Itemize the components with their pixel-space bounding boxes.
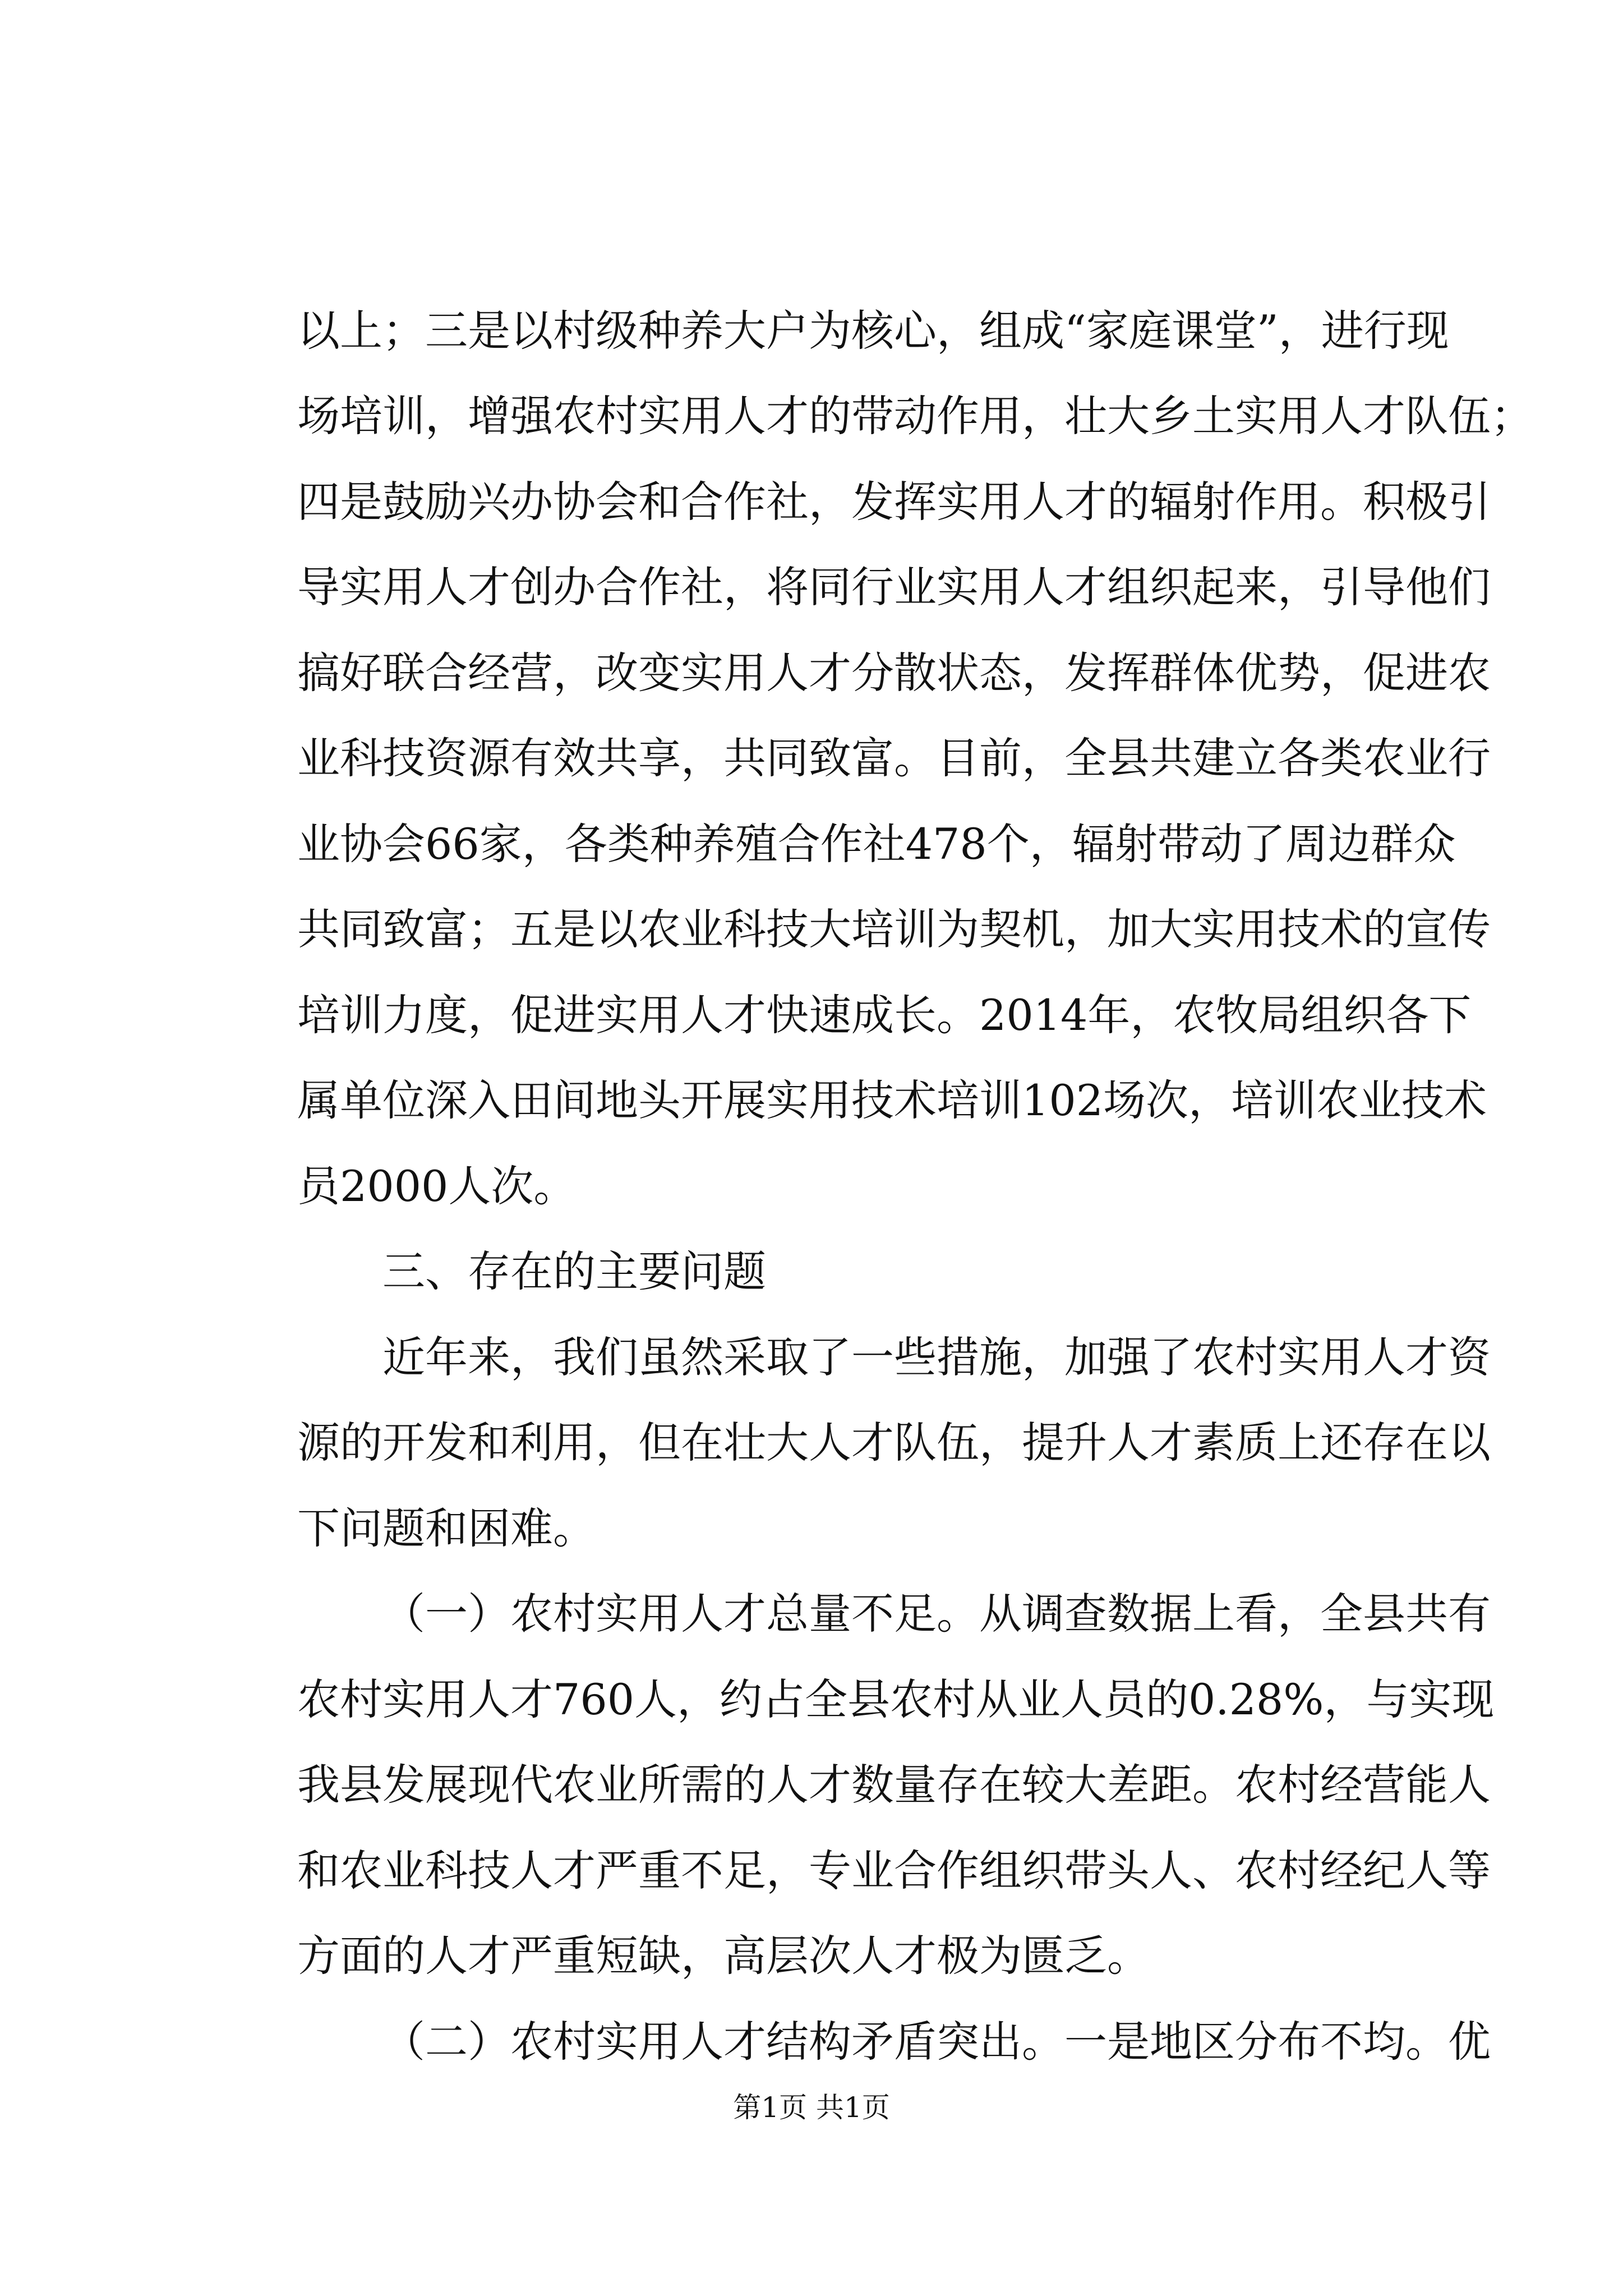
text-line: 导实用人才创办合作社，将同行业实用人才组织起来，引导他们 [297, 562, 1491, 612]
text-line: 业协会66家，各类种养殖合作社478个，辐射带动了周边群众 [297, 819, 1456, 869]
text-line: 下问题和困难。 [297, 1503, 596, 1553]
text-line: 以上；三是以村级种养大户为核心，组成“家庭课堂”，进行现 [297, 306, 1449, 356]
document-body [297, 303, 1533, 2126]
text-line: 近年来，我们虽然采取了一些措施，加强了农村实用人才资 [382, 1332, 1491, 1382]
text-line: 员2000人次。 [297, 1161, 577, 1211]
section-heading: 三、存在的主要问题 [382, 1246, 766, 1296]
page-footer: 第1页 共1页 [733, 2091, 890, 2124]
text-line: 业科技资源有效共享，共同致富。目前，全县共建立各类农业行 [297, 733, 1491, 783]
text-line: 搞好联合经营，改变实用人才分散状态，发挥群体优势，促进农 [297, 648, 1491, 698]
text-line: 农村实用人才760人，约占全县农村从业人员的0.28%，与实现 [297, 1674, 1495, 1724]
text-line: 和农业科技人才严重不足，专业合作组织带头人、农村经纪人等 [297, 1846, 1491, 1895]
text-line: 方面的人才严重短缺，高层次人才极为匮乏。 [297, 1931, 1150, 1981]
text-line: 培训力度，促进实用人才快速成长。2014年，农牧局组织各下 [297, 990, 1472, 1040]
text-line: 场培训，增强农村实用人才的带动作用，壮大乡土实用人才队伍； [297, 391, 1533, 441]
text-line: 我县发展现代农业所需的人才数量存在较大差距。农村经营能人 [297, 1760, 1491, 1810]
subsection-line: （一）农村实用人才总量不足。从调查数据上看，全县共有 [382, 1589, 1491, 1639]
text-line: 属单位深入田间地头开展实用技术培训102场次，培训农业技术 [297, 1075, 1487, 1125]
text-line: 四是鼓励兴办协会和合作社，发挥实用人才的辐射作用。积极引 [297, 477, 1491, 527]
text-line: 源的开发和利用，但在壮大人才队伍，提升人才素质上还存在以 [297, 1418, 1491, 1467]
subsection-line: （二）农村实用人才结构矛盾突出。一是地区分布不均。优 [382, 2017, 1491, 2067]
text-line: 共同致富；五是以农业科技大培训为契机，加大实用技术的宣传 [297, 904, 1491, 954]
